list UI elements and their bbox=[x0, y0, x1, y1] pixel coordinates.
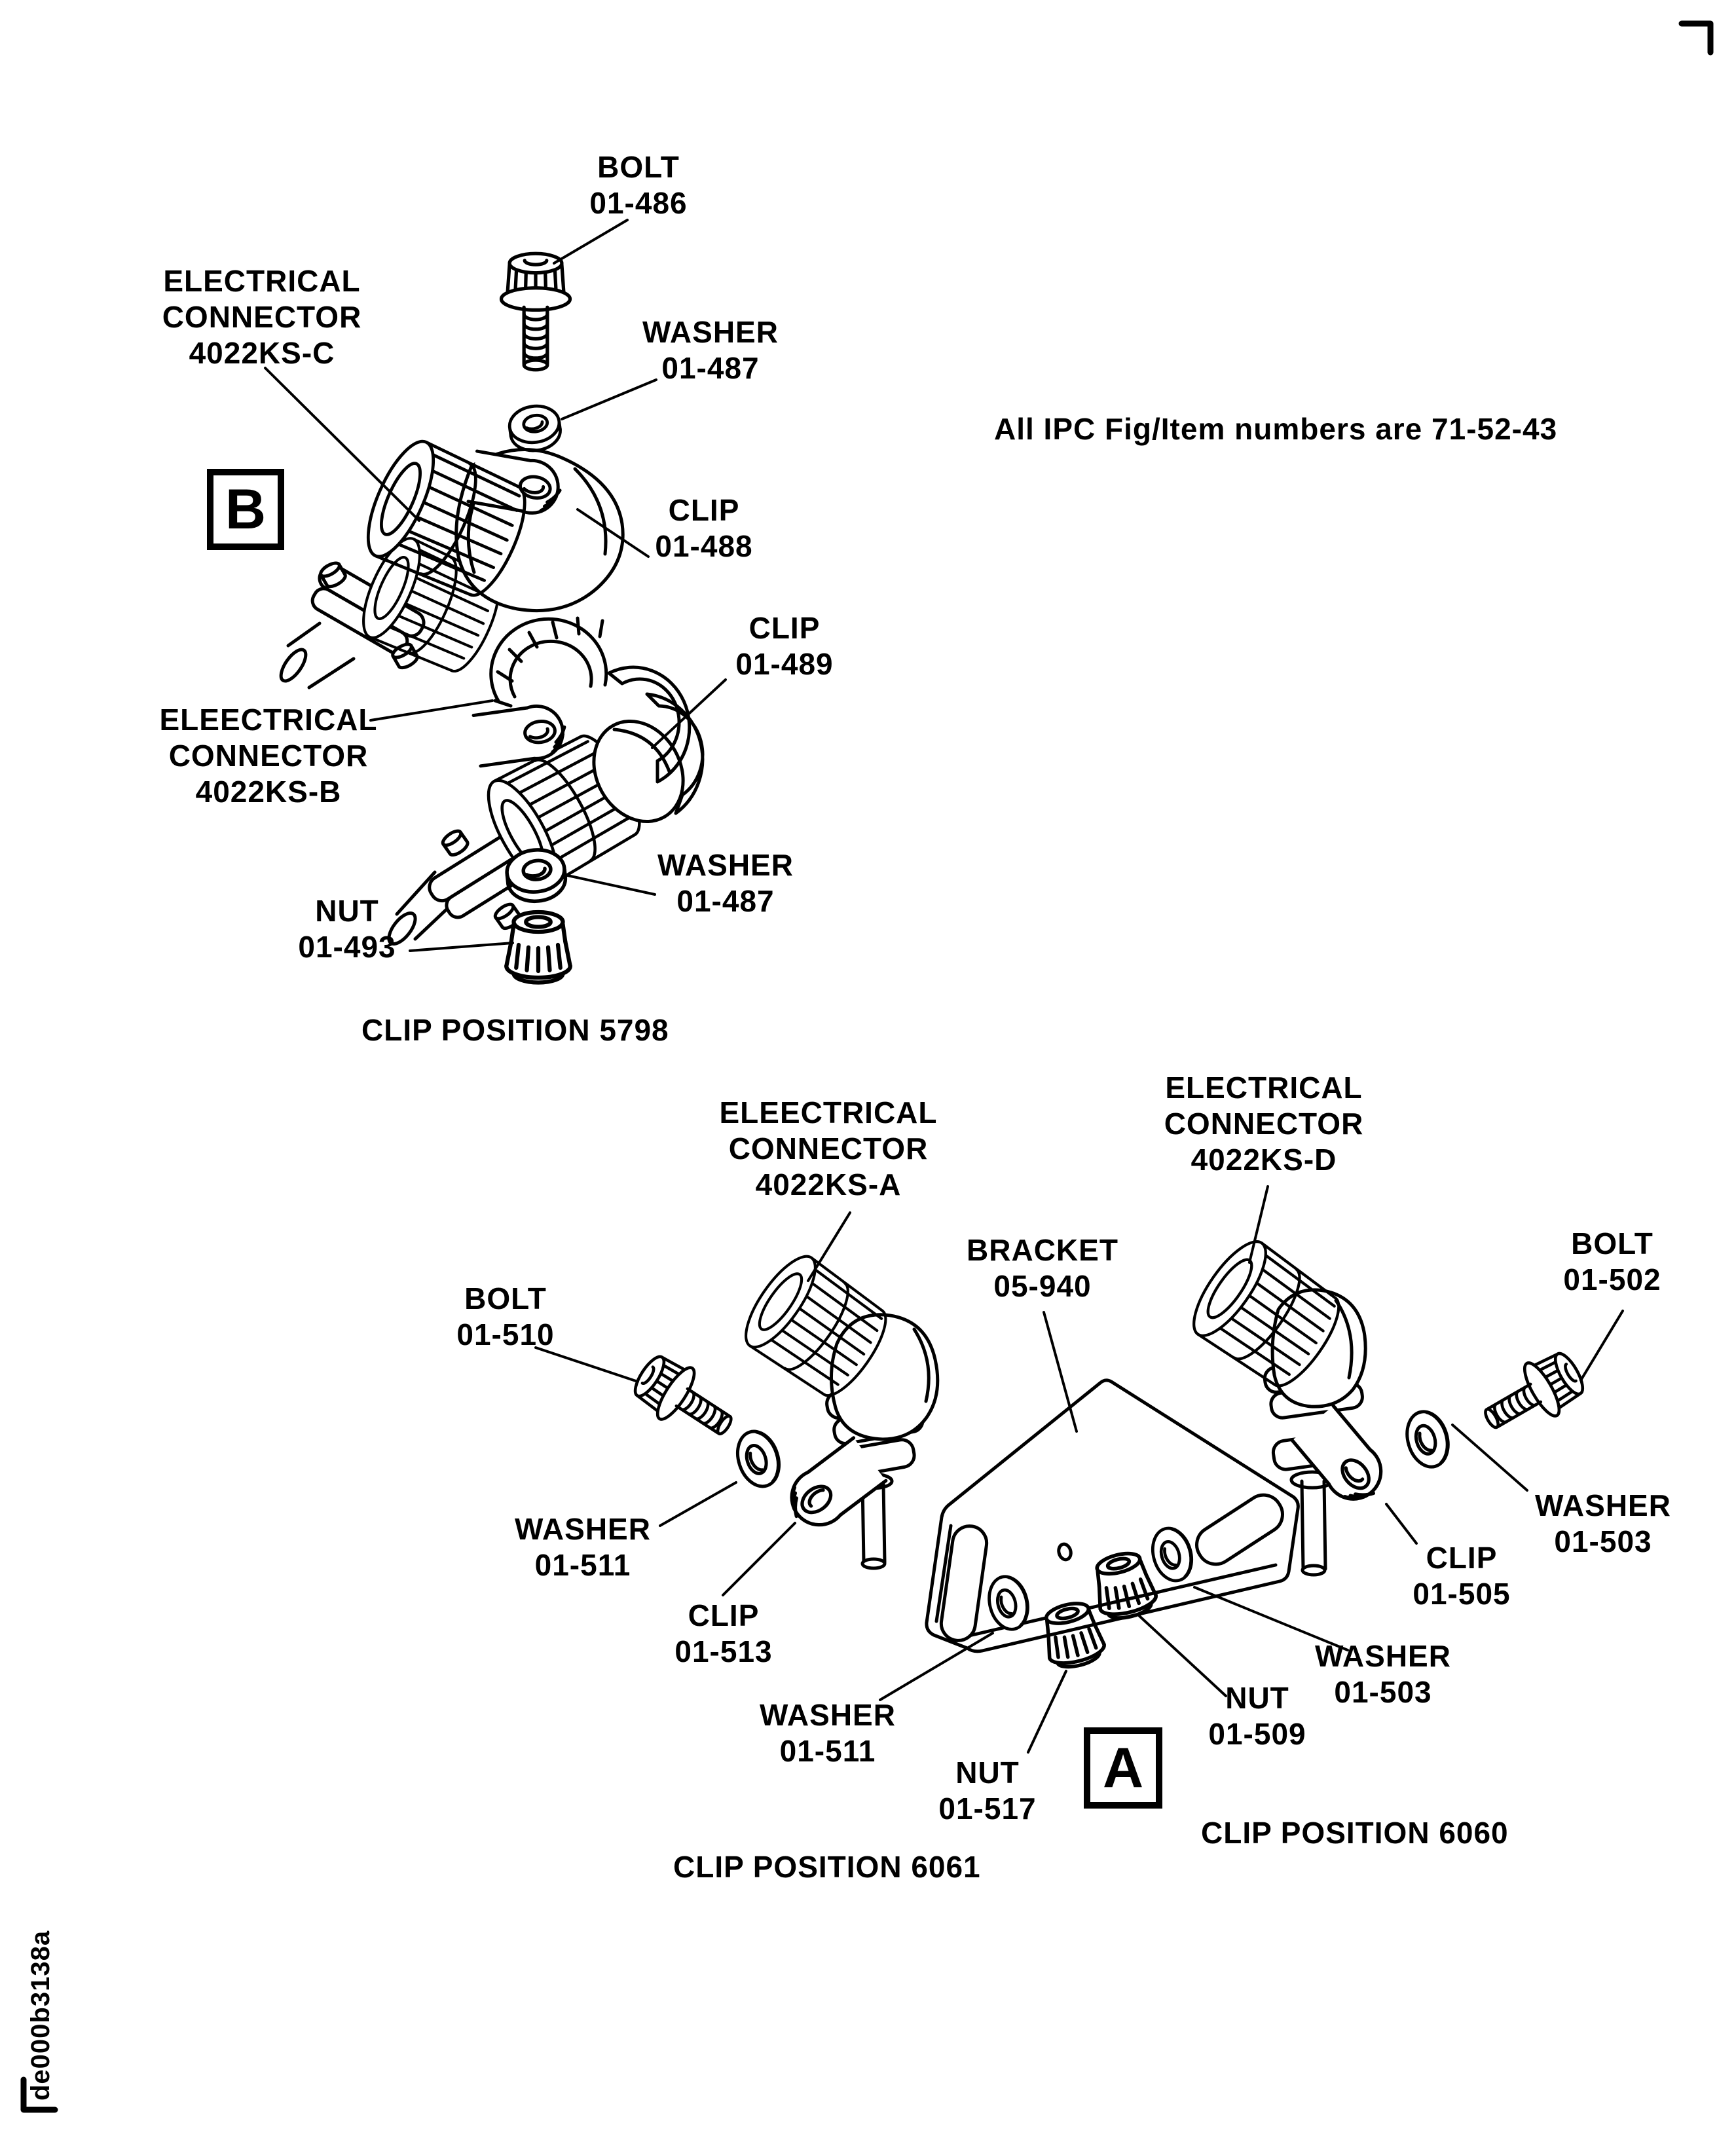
part-number: 05-940 bbox=[993, 1269, 1092, 1303]
washer-01-511-left-drawing bbox=[731, 1426, 786, 1492]
bolt-01-502-drawing bbox=[1473, 1344, 1592, 1446]
label-bolt-01-510 bbox=[456, 1281, 554, 1353]
label-bracket-05-940 bbox=[967, 1232, 1118, 1304]
part-number: 01-502 bbox=[1563, 1262, 1661, 1297]
label-washer-01-503-right bbox=[1535, 1488, 1671, 1560]
part-name: CLIP bbox=[688, 1598, 760, 1632]
part-name: WASHER bbox=[760, 1698, 896, 1732]
bracket-05-940-drawing bbox=[927, 1380, 1298, 1651]
part-number: 01-488 bbox=[655, 529, 753, 563]
label-bolt-01-502 bbox=[1563, 1226, 1661, 1298]
part-name: ELECTRICAL bbox=[1165, 1071, 1363, 1105]
label-nut-01-509 bbox=[1208, 1680, 1306, 1752]
part-number: 01-503 bbox=[1554, 1524, 1652, 1558]
part-name: BOLT bbox=[464, 1281, 547, 1315]
label-bolt-01-486 bbox=[589, 149, 687, 221]
part-name: CONNECTOR bbox=[162, 300, 362, 334]
part-name: CONNECTOR bbox=[168, 739, 369, 773]
bolt-01-510-drawing bbox=[626, 1346, 745, 1452]
part-number: 01-486 bbox=[589, 186, 688, 220]
part-number: 01-510 bbox=[456, 1317, 555, 1352]
caption-clip-position-6061: CLIP POSITION 6061 bbox=[673, 1850, 981, 1884]
label-nut-01-517 bbox=[938, 1755, 1036, 1827]
nut-01-493-drawing bbox=[506, 912, 570, 983]
label-washer-01-487-bottom bbox=[657, 847, 794, 919]
part-name: WASHER bbox=[1535, 1488, 1671, 1522]
part-name: WASHER bbox=[657, 848, 794, 882]
part-name: WASHER bbox=[642, 315, 779, 349]
part-name: BOLT bbox=[1571, 1226, 1653, 1260]
label-washer-01-487-top bbox=[642, 314, 779, 386]
part-name: ELECTRICAL bbox=[163, 264, 361, 298]
part-number: 01-509 bbox=[1208, 1717, 1306, 1751]
note-ipc-fig-item: All IPC Fig/Item numbers are 71-52-43 bbox=[994, 412, 1558, 446]
label-connector-4022ks-d bbox=[1164, 1070, 1364, 1178]
part-number: 01-489 bbox=[735, 647, 834, 681]
part-name: BOLT bbox=[597, 150, 680, 184]
label-washer-01-511-center bbox=[760, 1697, 896, 1769]
part-number: 4022KS-D bbox=[1191, 1143, 1337, 1177]
washer-01-487-top-drawing bbox=[508, 403, 563, 453]
document-code: de000b3138a bbox=[26, 1930, 55, 2101]
part-name: ELEECTRICAL bbox=[159, 703, 378, 737]
corner-mark-top-right bbox=[1682, 24, 1710, 52]
part-name: NUT bbox=[955, 1756, 1020, 1790]
part-number: 4022KS-B bbox=[195, 775, 342, 809]
part-number: 4022KS-C bbox=[189, 336, 335, 370]
part-number: 01-487 bbox=[661, 351, 760, 385]
label-washer-01-511-left bbox=[515, 1511, 651, 1583]
bolt-01-486-drawing bbox=[502, 253, 570, 369]
washer-01-503-right-drawing bbox=[1401, 1407, 1454, 1471]
part-number: 01-503 bbox=[1334, 1675, 1432, 1709]
label-connector-4022ks-c bbox=[162, 263, 362, 371]
part-name: BRACKET bbox=[967, 1233, 1118, 1267]
label-connector-4022ks-b bbox=[160, 702, 378, 810]
detail-marker-b bbox=[207, 469, 284, 550]
part-name: WASHER bbox=[1315, 1639, 1451, 1673]
part-name: CLIP bbox=[1426, 1541, 1498, 1575]
part-number: 01-517 bbox=[938, 1792, 1037, 1826]
label-connector-4022ks-a bbox=[720, 1095, 938, 1203]
part-number: 01-511 bbox=[779, 1734, 876, 1768]
part-number: 01-513 bbox=[674, 1634, 773, 1668]
part-name: CONNECTOR bbox=[728, 1131, 929, 1166]
part-number: 01-487 bbox=[676, 884, 775, 918]
detail-letter: B bbox=[225, 477, 267, 541]
part-number: 4022KS-A bbox=[755, 1168, 902, 1202]
part-number: 01-493 bbox=[298, 930, 396, 964]
connector-4022ks-a-drawing bbox=[734, 1247, 938, 1568]
label-clip-01-488 bbox=[655, 492, 752, 564]
part-name: CONNECTOR bbox=[1164, 1107, 1364, 1141]
label-nut-01-493 bbox=[298, 893, 396, 965]
detail-marker-a bbox=[1084, 1727, 1162, 1809]
part-number: 01-505 bbox=[1413, 1577, 1511, 1611]
caption-clip-position-5798: CLIP POSITION 5798 bbox=[361, 1013, 669, 1047]
part-number: 01-511 bbox=[534, 1548, 631, 1582]
part-name: ELEECTRICAL bbox=[719, 1095, 938, 1130]
part-name: CLIP bbox=[748, 611, 821, 645]
part-name: WASHER bbox=[515, 1512, 651, 1546]
detail-letter: A bbox=[1102, 1736, 1144, 1799]
part-name: NUT bbox=[315, 894, 379, 928]
label-washer-01-503-center bbox=[1315, 1638, 1451, 1710]
label-clip-01-505 bbox=[1413, 1540, 1510, 1612]
caption-clip-position-6060: CLIP POSITION 6060 bbox=[1201, 1816, 1509, 1850]
part-name: CLIP bbox=[668, 493, 740, 527]
label-clip-01-489 bbox=[735, 610, 833, 682]
part-name: NUT bbox=[1225, 1681, 1289, 1715]
label-clip-01-513 bbox=[674, 1598, 772, 1670]
